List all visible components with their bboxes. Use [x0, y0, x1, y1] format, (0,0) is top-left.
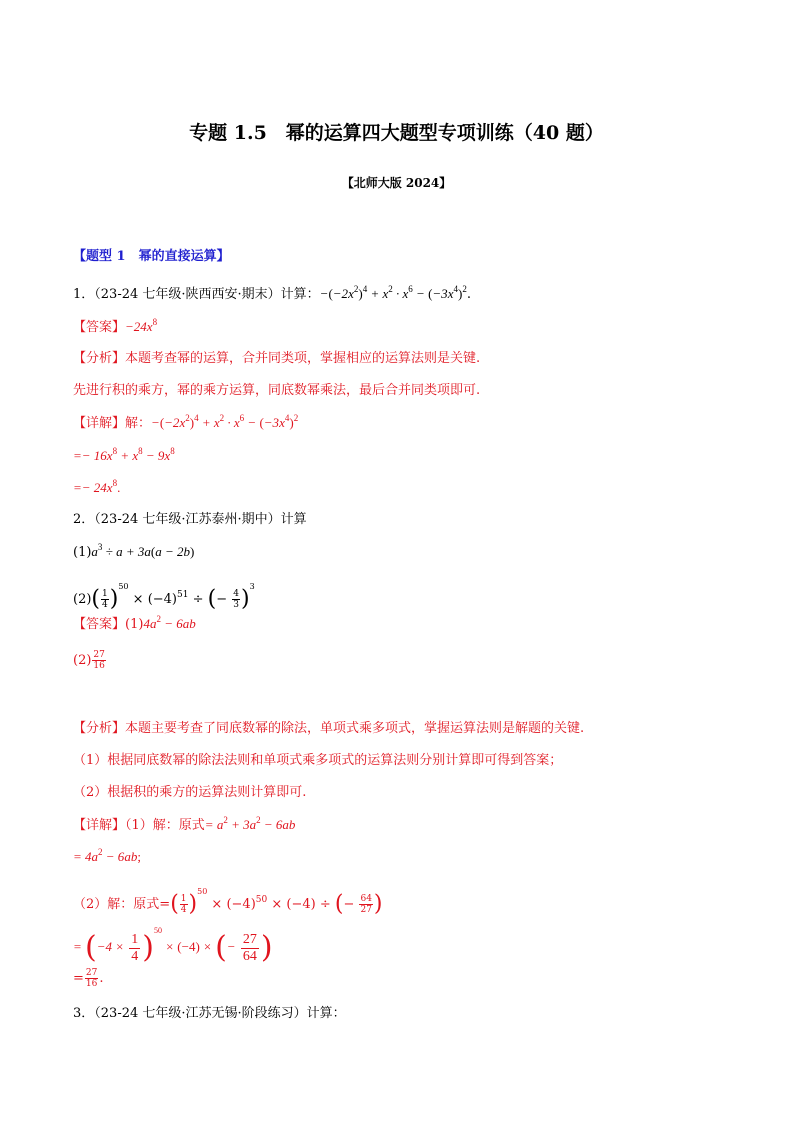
question-2: 2．（23-24 七年级·江苏泰州·期中）计算	[73, 512, 307, 527]
edition-subtitle: 【北师大版 2024】	[341, 176, 452, 190]
analysis-text: 本题主要考查了同底数幂的除法，单项式乘多项式，掌握运算法则是解题的关键.	[125, 721, 585, 736]
question-2-answer-part-2: (2) $\frac{27}{16}$	[73, 650, 105, 671]
detail-step-2: =− $24x^8$.	[73, 478, 121, 495]
page-title: 专题 1.5 幂的运算四大题型专项训练（40 题）	[189, 122, 604, 144]
answer-tag: 【答案】	[73, 617, 126, 632]
analysis-text: 本题考查幂的运算，合并同类项，掌握相应的运算法则是关键.	[125, 351, 481, 366]
detail-p2: （2）解：原式	[73, 897, 160, 912]
question-2-answer: 【答案】$(1)4a^2 - 6ab$	[73, 614, 196, 632]
detail-prefix: 解：	[125, 416, 152, 431]
detail-step-1: = $4a^2 - 6ab$;	[73, 847, 141, 864]
detail-p1: （1）解：原式	[125, 818, 205, 833]
detail-step-2: = (−4 × $\frac{1}{4}$ )$^{50}$ × (−4) × (− $\frac{27}{64}$ )	[73, 926, 273, 966]
analysis-tag: 【分析】	[73, 721, 126, 736]
question-2-analysis-p2: （2）根据积的乘方的运算法则计算即可.	[73, 785, 307, 800]
question-2-detail: 【详解】（1）解：原式= $a^2 + 3a^2 - 6ab$	[73, 815, 296, 833]
question-1-detail	[73, 414, 298, 433]
question-2-analysis	[73, 720, 584, 738]
detail-step-3: = $\frac{27}{16}$ .	[73, 968, 104, 989]
answer-expression: $-24x^8$	[125, 317, 158, 334]
question-1-analysis-2: 先进行积的乘方，幂的乘方运算，同底数幂乘法，最后合并同类项即可.	[73, 383, 481, 398]
question-1-answer	[73, 318, 157, 337]
question-2-part-1: $(1)a^3 \div a + 3a(a - 2b)$	[73, 542, 195, 560]
question-2-part-2: (2)( $\frac{1}{4}$ )$^{50} \times (-4)^{51}$ ÷ (− $\frac{4}{3}$ )$^3$	[73, 582, 255, 612]
detail-p2-line: （2）解：原式=( $\frac{1}{4}$ )$^{50} \times (-4)^{50} \times (-4)$ ÷ (− $\frac{64}{27}$ )	[73, 887, 383, 917]
question-1: 1．（23-24 七年级·陕西西安·期末）计算：$-(-2x^2)^4 + x^2 \cdot x^6 - (-3x^4)^2$.	[73, 284, 471, 302]
detail-tag: 【详解】	[73, 818, 126, 833]
answer-tag: 【答案】	[73, 320, 126, 335]
question-1-text: 1．（23-24 七年级·陕西西安·期末）计算：	[73, 287, 320, 302]
analysis-tag: 【分析】	[73, 351, 126, 366]
question-2-analysis-p1: （1）根据同底数幂的除法法则和单项式乘多项式的运算法则分别计算即可得到答案；	[73, 753, 563, 768]
detail-expression: $-(-2x^2)^4 + x^2 \cdot x^6 - (-3x^4)^2$	[151, 413, 299, 430]
question-3: 3．（23-24 七年级·江苏无锡·阶段练习）计算：	[73, 1006, 346, 1021]
section-heading: 【题型 1 幂的直接运算】	[73, 249, 230, 264]
detail-tag: 【详解】	[73, 416, 126, 431]
detail-step-1: =− $16x^8 + x^8 - 9x^8$	[73, 446, 175, 463]
question-1-expression: $-(-2x^2)^4 + x^2 \cdot x^6 - (-3x^4)^2$	[319, 284, 467, 301]
question-1-analysis	[73, 350, 480, 368]
